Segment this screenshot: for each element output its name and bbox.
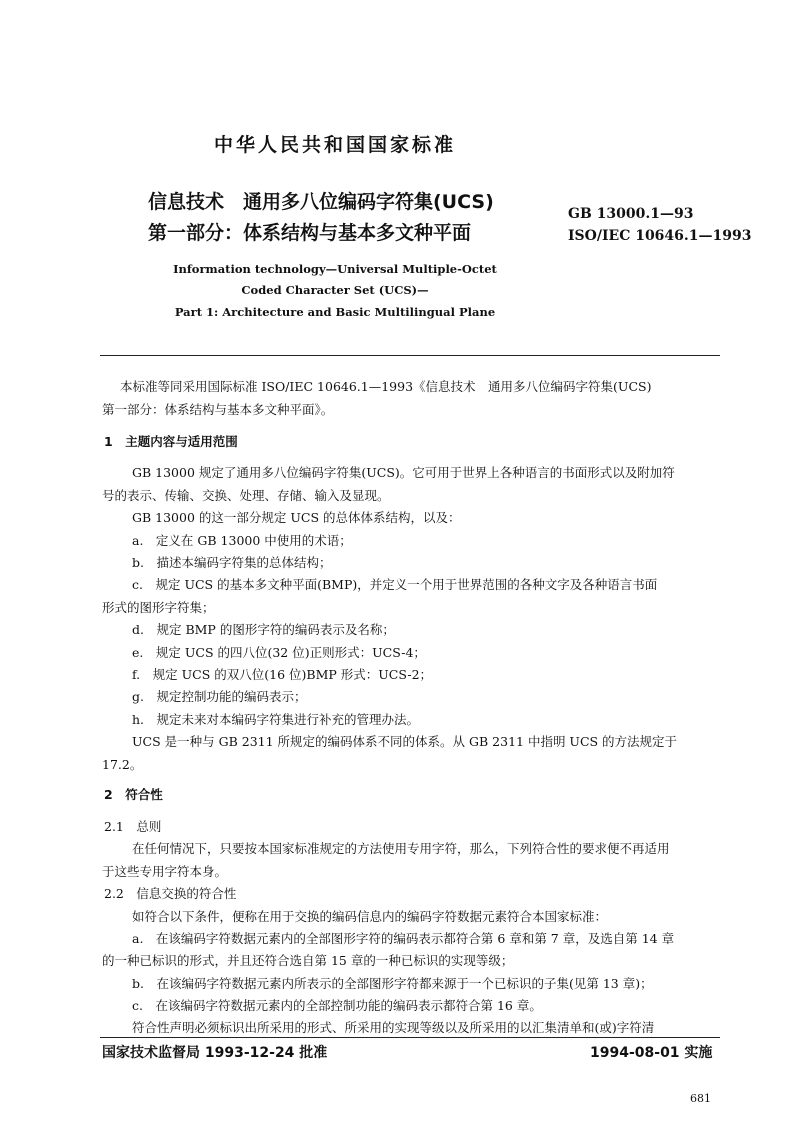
org-title: 中华人民共和国国家标准 <box>213 134 456 156</box>
list-item-g: g. 规定控制功能的编码表示； <box>132 689 307 704</box>
issued-date: 国家技术监督局 1993-12-24 批准 <box>102 1045 328 1061</box>
section-2-2-title: 2.2 信息交换的符合性 <box>104 886 237 901</box>
effective-date: 1994-08-01 实施 <box>590 1045 713 1061</box>
section-2-1-title: 2.1 总则 <box>104 819 162 834</box>
para1-line2: 号的表示、传输、交换、处理、存储、输入及显现。 <box>102 488 390 503</box>
title-en-line1: Information technology—Universal Multiple-Octet <box>173 262 497 276</box>
title-en-line2: Coded Character Set (UCS)— <box>241 283 429 297</box>
intro-line2: 第一部分：体系结构与基本多文种平面》。 <box>102 402 334 417</box>
list-item-c-line1: c. 规定 UCS 的基本多文种平面(BMP)，并定义一个用于世界范围的各种文字及各种语言书面 <box>132 577 658 592</box>
title-en-line3: Part 1: Architecture and Basic Multilingual Plane <box>174 305 496 319</box>
header-divider <box>100 355 720 356</box>
title-cn-line1: 信息技术 通用多八位编码字符集(UCS) <box>148 191 494 213</box>
para6: 符合性声明必须标识出所采用的形式、所采用的实现等级以及所采用的以汇集清单和(或)字符清 <box>132 1020 655 1035</box>
std-code-gb: GB 13000.1—93 <box>568 206 694 222</box>
list-item-c-line2: 形式的图形字符集； <box>102 600 215 615</box>
para3-line1: UCS 是一种与 GB 2311 所规定的编码体系不同的体系。从 GB 2311 中指明 UCS 的方法规定于 <box>132 734 678 749</box>
std-code-iso: ISO/IEC 10646.1—1993 <box>568 228 752 244</box>
list-item-b: b. 描述本编码字符集的总体结构； <box>132 555 332 570</box>
para2: GB 13000 的这一部分规定 UCS 的总体体系结构，以及： <box>132 510 461 525</box>
para1-line1: GB 13000 规定了通用多八位编码字符集(UCS)。它可用于世界上各种语言的书面形式以及附加符 <box>132 465 675 480</box>
list-item-e: e. 规定 UCS 的四八位(32 位)正则形式：UCS-4； <box>132 645 426 660</box>
section-1-title: 1 主题内容与适用范围 <box>104 434 238 449</box>
cond-a-line2: 的一种已标识的形式，并且还符合选自第 15 章的一种已标识的实现等级； <box>102 953 514 968</box>
page-number: 681 <box>690 1092 711 1105</box>
list-item-d: d. 规定 BMP 的图形字符的编码表示及名称； <box>132 622 395 637</box>
intro-line1: 本标准等同采用国际标准 ISO/IEC 10646.1—1993《信息技术 通用多八位编码字符集(UCS) <box>120 379 652 394</box>
para4-line2: 于这些专用字符本身。 <box>102 864 228 879</box>
section-2-title: 2 符合性 <box>104 787 163 802</box>
list-item-f: f. 规定 UCS 的双八位(16 位)BMP 形式：UCS-2； <box>132 667 433 682</box>
footer-divider <box>100 1037 720 1038</box>
para4-line1: 在任何情况下，只要按本国家标准规定的方法使用专用字符，那么，下列符合性的要求便不再适用 <box>132 841 670 856</box>
list-item-a: a. 定义在 GB 13000 中使用的术语； <box>132 533 352 548</box>
cond-c: c. 在该编码字符数据元素内的全部控制功能的编码表示都符合第 16 章。 <box>132 998 542 1013</box>
cond-b: b. 在该编码字符数据元素内所表示的全部图形字符都来源于一个已标识的子集(见第 13 章)； <box>132 976 653 991</box>
cond-a-line1: a. 在该编码字符数据元素内的全部图形字符的编码表示都符合第 6 章和第 7 章，及选自第 14 章 <box>132 931 675 946</box>
list-item-h: h. 规定未来对本编码字符集进行补充的管理办法。 <box>132 712 420 727</box>
para5: 如符合以下条件，便称在用于交换的编码信息内的编码字符数据元素符合本国家标准： <box>132 909 608 924</box>
title-cn-line2: 第一部分：体系结构与基本多文种平面 <box>148 222 472 244</box>
para3-line2: 17.2。 <box>102 757 143 772</box>
